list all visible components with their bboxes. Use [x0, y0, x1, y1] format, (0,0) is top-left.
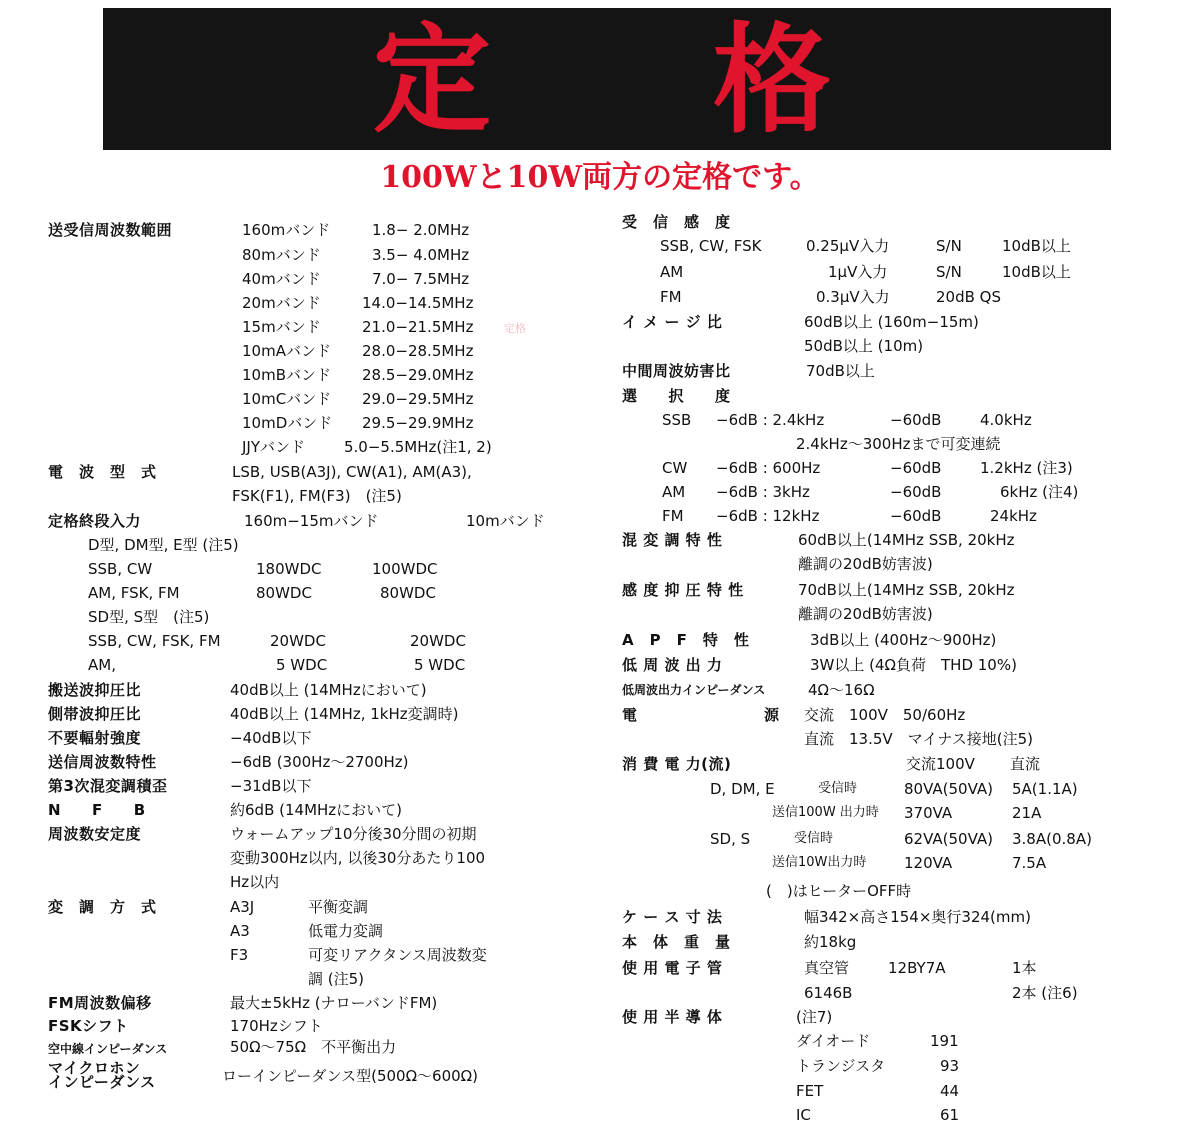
sens-db: 10dB以上 [1002, 263, 1071, 281]
sel-mode: AM [662, 483, 686, 501]
consumption-cond: 送信100W 出力時 [772, 805, 879, 820]
case-size-value: 幅342×高さ154×奥行324(mm) [804, 908, 1031, 926]
label-apf: A P F 特 性 [622, 631, 750, 649]
mod-code: A3J [230, 898, 255, 916]
spec-value: −40dB以下 [230, 729, 312, 747]
sens-sn: S/N [936, 263, 962, 281]
weight-value: 約18kg [804, 933, 857, 951]
consumption-dc: 5A(1.1A) [1012, 780, 1078, 798]
af-output-value: 3W以上 (4Ω負荷 THD 10%) [810, 656, 1017, 674]
band-name: 10mDバンド [242, 414, 333, 432]
if-rejection-value: 70dB以上 [806, 362, 875, 380]
semi-name: トランジスタ [796, 1057, 886, 1075]
mic-value: ローインピーダンス型(500Ω〜600Ω) [222, 1067, 478, 1085]
mod-code: A3 [230, 922, 250, 940]
spec-label: 送信周波数特性 [48, 753, 157, 771]
sens-value: 0.25μV入力 [806, 237, 890, 255]
spec-label: N F B [48, 801, 146, 819]
consumption-ac: 80VA(50VA) [904, 780, 994, 798]
label-stability: 周波数安定度 [48, 825, 142, 843]
band-range: 29.5−29.9MHz [362, 414, 474, 432]
consumption-dc: 21A [1012, 804, 1042, 822]
power-mode: SSB, CW [88, 560, 153, 578]
power-head-a: 160m−15mバンド [244, 512, 379, 530]
spec-label: FSKシフト [48, 1017, 129, 1035]
consumption-ac: 120VA [904, 854, 953, 872]
mod-desc: 可変リアクタンス周波数変 [308, 946, 487, 964]
band-name: 40mバンド [242, 270, 321, 288]
sel-60db: −60dB [890, 411, 942, 429]
stability-line1: ウォームアップ10分後30分間の初期 [230, 825, 477, 843]
spec-label: 空中線インピーダンス [48, 1042, 168, 1056]
label-tubes: 使 用 電 子 管 [622, 959, 723, 977]
label-emission: 電 波 型 式 [48, 463, 157, 481]
band-range: 7.0− 7.5MHz [372, 270, 470, 288]
label-image-ratio: イ メ ー ジ 比 [622, 313, 723, 331]
band-range: 14.0−14.5MHz [362, 294, 474, 312]
semi-count: 44 [940, 1082, 960, 1100]
power-value-a: 180WDC [256, 560, 322, 578]
spec-value: 約6dB (14MHzにおいて) [230, 801, 403, 819]
consumption-cond: 送信10W出力時 [772, 855, 867, 870]
spec-value: 40dB以上 (14MHzにおいて) [230, 681, 427, 699]
spec-value: −6dB (300Hz〜2700Hz) [230, 753, 409, 771]
power-value-b: 100WDC [372, 560, 438, 578]
sens-mode: AM [660, 263, 684, 281]
band-name: 10mBバンド [242, 366, 331, 384]
title-banner [103, 8, 1111, 150]
semi-name: FET [796, 1082, 824, 1100]
spec-value: −31dB以下 [230, 777, 312, 795]
power-mode: AM, FSK, FM [88, 584, 180, 602]
consumption-dc: 3.8A(0.8A) [1012, 830, 1092, 848]
semi-name: IC [796, 1106, 811, 1124]
power-value-b: 80WDC [380, 584, 436, 602]
label-af-output: 低 周 波 出 力 [622, 656, 723, 674]
label-mic-1: マイクロホン [48, 1059, 141, 1077]
sel-60db: −60dB [890, 483, 942, 501]
tube-model: 6146B [804, 984, 853, 1002]
stability-line3: Hz以内 [230, 873, 280, 891]
spec-label: FM周波数偏移 [48, 994, 152, 1012]
tube-model: 12BY7A [888, 959, 946, 977]
subtitle: 100Wと10W両方の定格です。 [380, 160, 820, 195]
spec-label: 不要輻射強度 [48, 729, 142, 747]
consumption-cond: 受信時 [818, 781, 858, 796]
image-line1: 60dB以上 (160m−15m) [804, 313, 979, 331]
xmod-line1: 60dB以上(14MHz SSB, 20kHz [798, 531, 1015, 549]
label-power-supply-b: 源 [764, 706, 780, 724]
sens-qs: 20dB QS [936, 288, 1001, 306]
sel-6db: −6dB : 2.4kHz [716, 411, 825, 429]
sens-mode: FM [660, 288, 682, 306]
mod-desc-cont: 調 (注5) [308, 970, 365, 988]
sel-mode: FM [662, 507, 684, 525]
consumption-cond: 受信時 [794, 831, 834, 846]
semis-note: (注7) [796, 1008, 833, 1026]
consumption-group: SD, S [710, 830, 751, 848]
power-mode: SSB, CW, FSK, FM [88, 632, 221, 650]
sel-mode: CW [662, 459, 688, 477]
sel-6db: −6dB : 3kHz [716, 483, 810, 501]
label-weight: 本 体 重 量 [622, 933, 731, 951]
spec-value: 50Ω〜75Ω 不平衡出力 [230, 1038, 397, 1056]
semi-count: 61 [940, 1106, 960, 1124]
mod-code: F3 [230, 946, 249, 964]
label-modulation: 変 調 方 式 [48, 898, 157, 916]
consumption-head-dc: 直流 [1010, 755, 1041, 773]
power-value-b: 5 WDC [414, 656, 466, 674]
stability-line2: 変動300Hz以内, 以後30分あたり100 [230, 849, 486, 867]
emission-line2: FSK(F1), FM(F3) (注5) [232, 487, 402, 505]
power-type2: SD型, S型 (注5) [88, 608, 210, 626]
power-value-a: 5 WDC [276, 656, 328, 674]
title-char-left: 定 [373, 10, 492, 149]
band-range: 29.0−29.5MHz [362, 390, 474, 408]
label-consumption: 消 費 電 力(流) [622, 755, 732, 773]
label-freq-range: 送受信周波数範囲 [48, 221, 173, 239]
power-value-a: 20WDC [270, 632, 326, 650]
band-name: 15mバンド [242, 318, 321, 336]
band-range: 3.5− 4.0MHz [372, 246, 470, 264]
sens-db: 10dB以上 [1002, 237, 1071, 255]
sel-ssb-note: 2.4kHz〜300Hzまで可変連続 [796, 435, 1001, 453]
power-mode: AM, [88, 656, 116, 674]
band-range: 5.0−5.5MHz(注1, 2) [344, 438, 492, 456]
emission-line1: LSB, USB(A3J), CW(A1), AM(A3), [232, 463, 472, 481]
mod-desc: 低電力変調 [308, 922, 384, 940]
sel-6db: −6dB : 12kHz [716, 507, 820, 525]
spec-label: 側帯波抑圧比 [48, 705, 142, 723]
spec-label: 搬送波抑圧比 [48, 681, 142, 699]
spec-value: 最大±5kHz (ナローバンドFM) [230, 994, 438, 1012]
consumption-dc: 7.5A [1012, 854, 1047, 872]
image-line2: 50dB以上 (10m) [804, 337, 924, 355]
spec-value: 40dB以上 (14MHz, 1kHz変調時) [230, 705, 459, 723]
band-name: 20mバンド [242, 294, 321, 312]
sel-60db-bw: 1.2kHz (注3) [980, 459, 1073, 477]
sens-sn: S/N [936, 237, 962, 255]
consumption-group: D, DM, E [710, 780, 775, 798]
band-name: 10mAバンド [242, 342, 331, 360]
sens-value: 0.3μV入力 [816, 288, 890, 306]
sel-60db: −60dB [890, 507, 942, 525]
sel-6db: −6dB : 600Hz [716, 459, 821, 477]
band-name: 80mバンド [242, 246, 321, 264]
semi-count: 191 [930, 1032, 959, 1050]
band-name: JJYバンド [242, 438, 306, 456]
band-range: 21.0−21.5MHz [362, 318, 474, 336]
band-name: 10mCバンド [242, 390, 332, 408]
xmod-line2: 離調の20dB妨害波) [798, 555, 933, 573]
band-range: 28.5−29.0MHz [362, 366, 474, 384]
apf-value: 3dB以上 (400Hz〜900Hz) [810, 631, 997, 649]
spec-value: 170Hzシフト [230, 1017, 323, 1035]
label-sensitivity: 受 信 感 度 [622, 213, 731, 231]
desens-line2: 離調の20dB妨害波) [798, 605, 933, 623]
tube-count: 2本 (注6) [1012, 984, 1078, 1002]
label-af-impedance: 低周波出力インピーダンス [622, 683, 766, 697]
band-range: 28.0−28.5MHz [362, 342, 474, 360]
sel-60db-bw: 4.0kHz [980, 411, 1032, 429]
desens-line1: 70dB以上(14MHz SSB, 20kHz [798, 581, 1015, 599]
supply-ac: 交流 100V 50/60Hz [804, 706, 966, 724]
consumption-ac: 62VA(50VA) [904, 830, 994, 848]
semi-count: 93 [940, 1057, 960, 1075]
consumption-head-ac: 交流100V [906, 755, 975, 773]
semi-name: ダイオード [796, 1032, 871, 1050]
label-desense: 感 度 抑 圧 特 性 [622, 581, 744, 599]
tube-count: 1本 [1012, 959, 1037, 977]
sel-mode: SSB [662, 411, 692, 429]
label-mic-2: インピーダンス [48, 1073, 156, 1091]
sens-mode: SSB, CW, FSK [660, 237, 762, 255]
sel-60db: −60dB [890, 459, 942, 477]
mod-desc: 平衡変調 [308, 898, 369, 916]
label-cross-mod: 混 変 調 特 性 [622, 531, 723, 549]
label-case-size: ケ ー ス 寸 法 [622, 908, 723, 926]
watermark: 定格 [504, 322, 526, 335]
power-type1: D型, DM型, E型 (注5) [88, 536, 239, 554]
supply-dc: 直流 13.5V マイナス接地(注5) [804, 730, 1034, 748]
title-char-right: 格 [713, 10, 832, 149]
sel-60db-bw: 24kHz [990, 507, 1037, 525]
af-impedance-value: 4Ω〜16Ω [808, 681, 875, 699]
power-value-a: 80WDC [256, 584, 312, 602]
band-range: 1.8− 2.0MHz [372, 221, 470, 239]
consumption-note: ( )はヒーターOFF時 [766, 882, 912, 900]
tube-type: 真空管 [804, 959, 850, 977]
label-if-rejection: 中間周波妨害比 [622, 362, 731, 380]
band-name: 160mバンド [242, 221, 331, 239]
sel-60db-bw: 6kHz (注4) [1000, 483, 1079, 501]
label-selectivity: 選 択 度 [622, 387, 731, 405]
label-power-supply-a: 電 [622, 706, 638, 724]
spec-label: 第3次混変調積歪 [48, 777, 168, 795]
power-head-b: 10mバンド [466, 512, 545, 530]
consumption-ac: 370VA [904, 804, 953, 822]
sens-value: 1μV入力 [828, 263, 888, 281]
power-value-b: 20WDC [410, 632, 466, 650]
label-semiconductors: 使 用 半 導 体 [622, 1008, 723, 1026]
label-final-input: 定格終段入力 [48, 512, 142, 530]
